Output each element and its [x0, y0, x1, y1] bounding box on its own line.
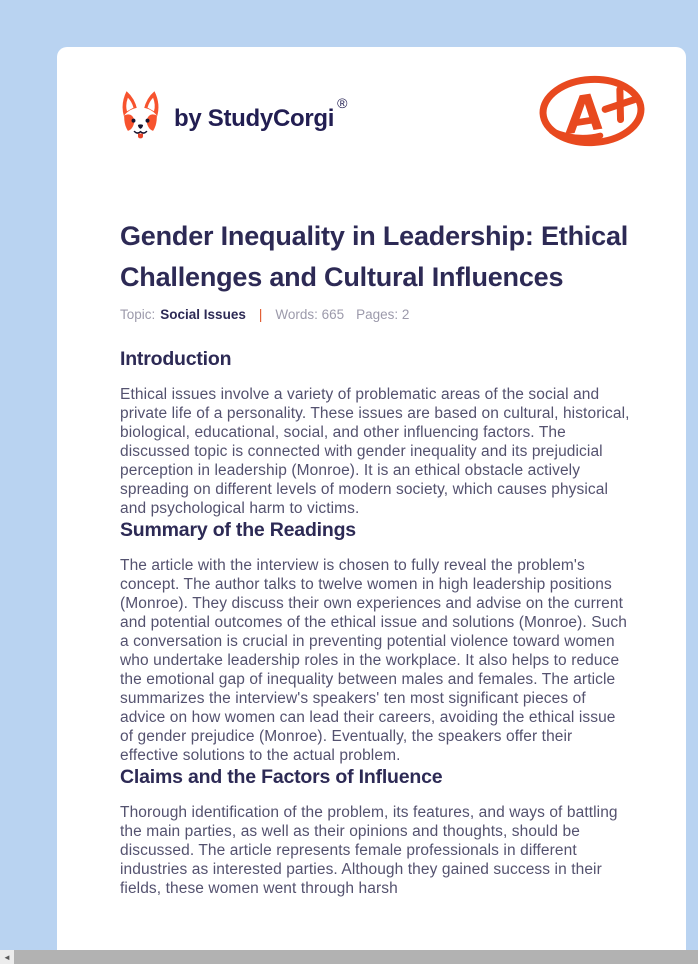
meta-separator: |	[258, 307, 263, 322]
a-plus-grade-badge	[537, 73, 647, 150]
topic-label: Topic:	[120, 307, 156, 322]
document-header	[120, 78, 630, 158]
document-card	[57, 47, 686, 964]
scroll-left-button[interactable]: ◄	[0, 950, 14, 964]
corgi-icon	[120, 91, 161, 145]
section-paragraph: Ethical issues involve a variety of problematic areas of the social and private life of a personality. These issues are based on cultural, historical, biological, educational, social, and other influencing factors. The discussed topic is connected with gender inequality and its prejudicial perception in leadership (Monroe). It is an ethical obstacle actively spreading on different levels of modern society, which causes physical and psychological harm to victims.	[120, 386, 630, 517]
brand-name: by StudyCorgi®	[174, 94, 348, 132]
article-sections	[120, 349, 630, 898]
section-heading: Claims and the Factors of Influence	[120, 766, 443, 788]
article-meta	[120, 307, 630, 322]
word-count: Words: 665	[275, 307, 345, 322]
section-heading: Summary of the Readings	[120, 519, 356, 541]
page-title: Gender Inequality in Leadership: Ethical Challenges and Cultural Influences	[120, 221, 629, 292]
section-paragraph: The article with the interview is chosen to fully reveal the problem's concept. The author talks to twelve women in high leadership positions (Monroe). They discuss their own experiences and advise on the current and potential outcomes of the ethical issue and solutions (Monroe). Such a conversation is crucial in preventing potential violence toward women who undertake leadership roles in the workplace. It also helps to reduce the emotional gap of inequality between males and females. The article summarizes the interview's speakers' ten most significant pieces of advice on how women can lead their careers, avoiding the ethical issue of gender prejudice (Monroe). Eventually, the speakers offer their effective solutions to the actual problem.	[120, 557, 627, 764]
svg-text:A: A	[561, 82, 609, 146]
registered-trademark: ®	[337, 94, 348, 111]
section-paragraph: Thorough identification of the problem, its features, and ways of battling the main parties, as well as their opinions and thoughts, should be discussed. The article represents female professionals in different industries as interested parties. Although they gained success in their fields, these women went through harsh	[120, 804, 618, 897]
article-section	[120, 520, 630, 765]
section-heading: Introduction	[120, 348, 232, 370]
horizontal-scrollbar[interactable]	[0, 950, 698, 964]
brand-logo[interactable]	[120, 91, 347, 145]
topic-link[interactable]: Social Issues	[160, 307, 246, 322]
page-count: Pages: 2	[356, 307, 410, 322]
article-section	[120, 767, 630, 898]
article-section	[120, 349, 630, 518]
horizontal-scrollbar-thumb[interactable]	[14, 950, 698, 964]
